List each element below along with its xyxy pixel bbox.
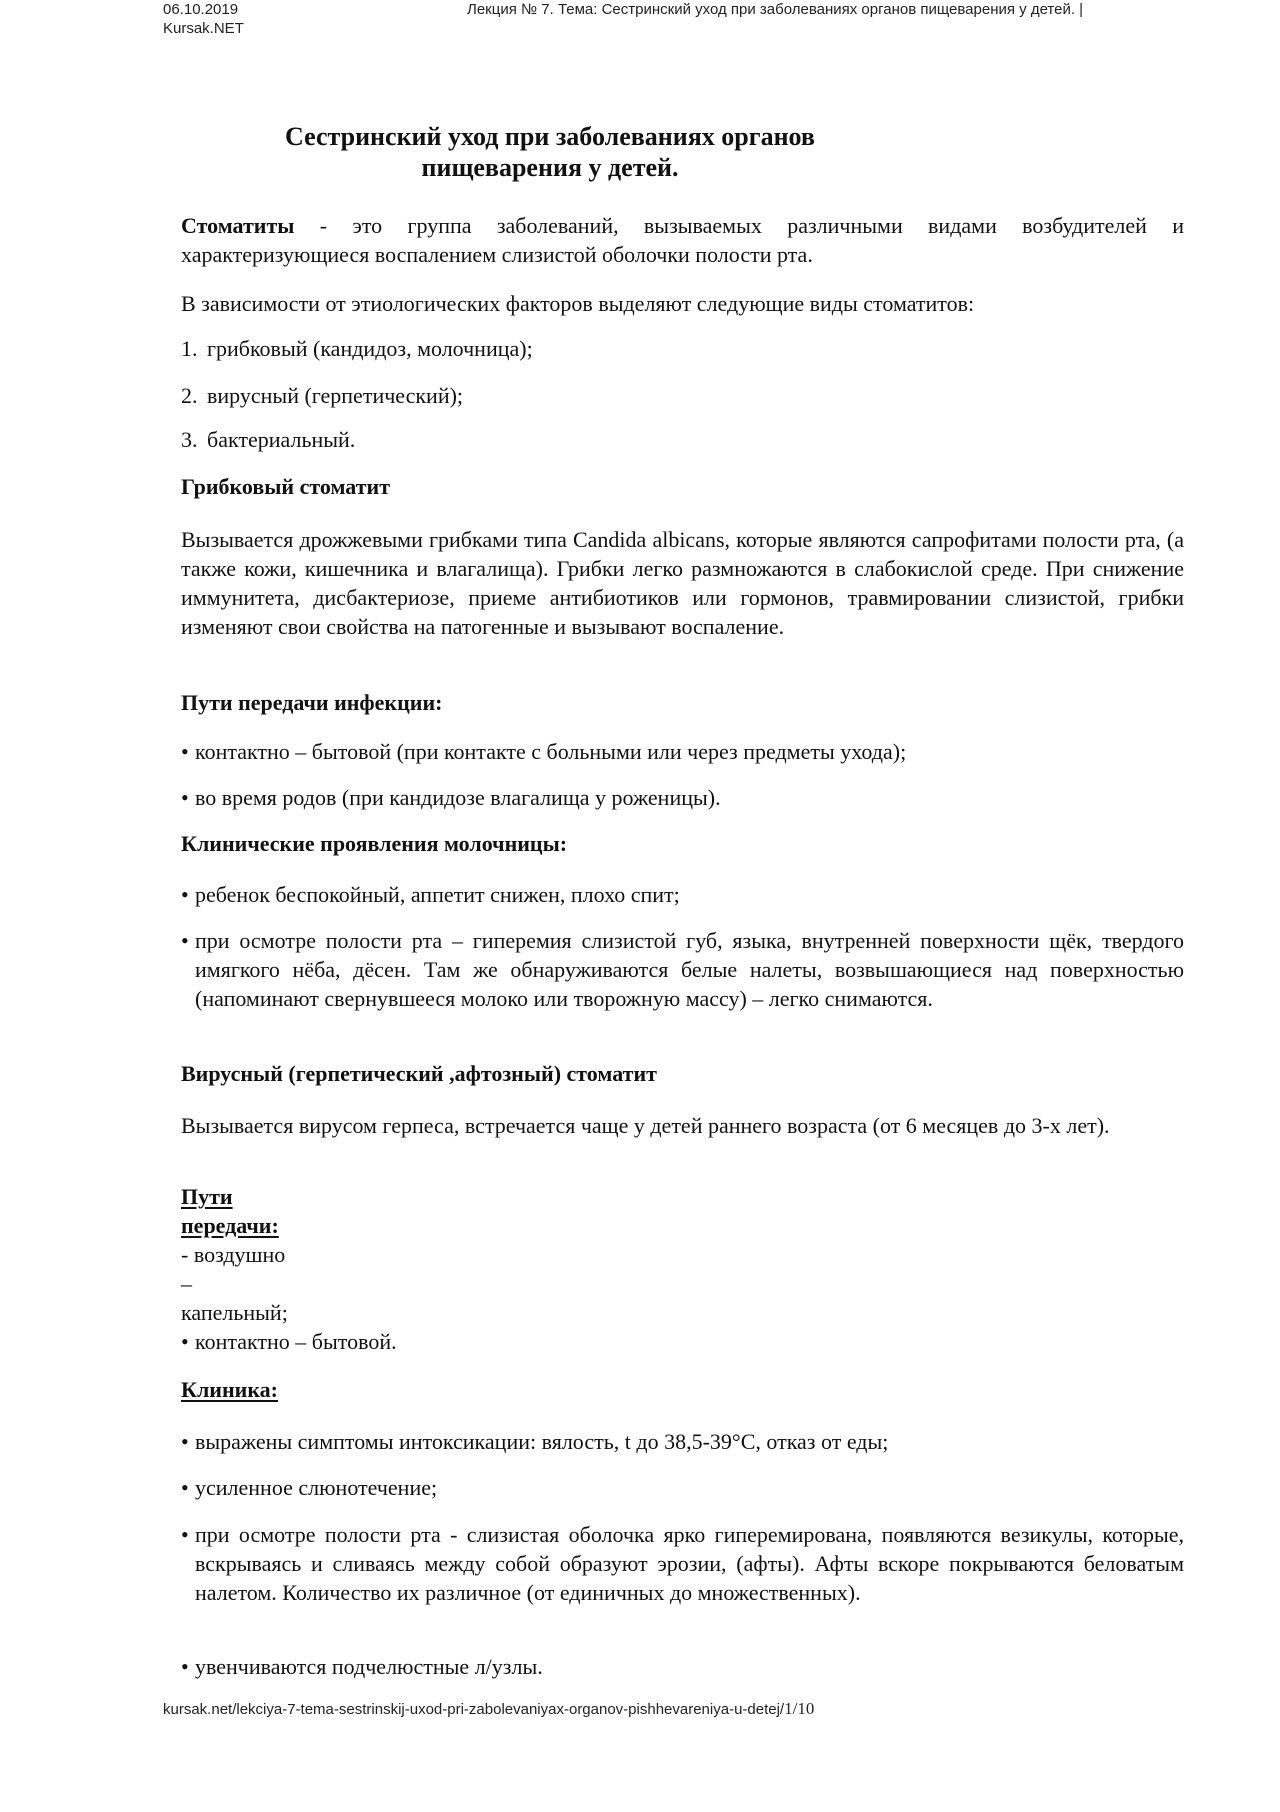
viral-transmission-heading-line-2: передачи: <box>181 1213 279 1238</box>
header-page-title: Лекция № 7. Тема: Сестринский уход при заболеваниях органов пищеварения у детей. | <box>467 1 1084 18</box>
fungal-clinical-heading: Клинические проявления молочницы: <box>181 831 568 856</box>
document-title-line-2: пищеварения у детей. <box>421 153 679 182</box>
types-list-item <box>181 334 1184 363</box>
types-list-item <box>181 425 1184 454</box>
types-intro: В зависимости от этиологических факторов выделяют следующие виды стоматитов: <box>181 291 975 316</box>
bullet-icon: • <box>181 1475 189 1500</box>
viral-transmission-route-1a: - воздушно <box>181 1242 286 1267</box>
viral-transmission-heading <box>181 1182 321 1327</box>
list-item-text: грибковый (кандидоз, молочница); <box>207 336 533 361</box>
intro-definition: - это группа заболеваний, вызываемых различными видами возбудителей и характеризующиеся воспалением слизистой оболочки полости рта. <box>181 213 1184 267</box>
footer-url: kursak.net/lekciya-7-tema-sestrinskij-uxod-pri-zabolevaniyax-organov-pishhevareniya-u-detej/ <box>163 1701 785 1718</box>
bullet-icon: • <box>181 928 189 953</box>
bullet-text: при осмотре полости рта - слизистая оболочка ярко гиперемирована, появляются везикулы, которые, вскрываясь и сливаясь между собой образуют эрозии, (афты). Афты вскоре покрываются беловатым налетом. Количество их различное (от единичных до множественных). <box>195 1522 1184 1605</box>
list-number: 1. <box>181 336 198 361</box>
bullet-icon: • <box>181 1429 189 1454</box>
bullet-icon: • <box>181 882 189 907</box>
footer-page-number: 1/10 <box>784 1699 815 1718</box>
viral-clinic-heading: Клиника: <box>181 1377 278 1402</box>
list-item-text: бактериальный. <box>207 427 356 452</box>
types-list-item <box>181 381 1184 410</box>
bullet-text: во время родов (при кандидозе влагалища у роженицы). <box>195 785 721 810</box>
viral-heading: Вирусный (герпетический ,афтозный) стоматит <box>181 1061 657 1086</box>
viral-transmission-heading-line-1: Пути <box>181 1184 233 1209</box>
bullet-text: контактно – бытовой (при контакте с больными или через предметы ухода); <box>195 739 907 764</box>
page-footer <box>163 1699 814 1720</box>
intro-term: Стоматиты <box>181 213 295 238</box>
bullet-text: контактно – бытовой. <box>195 1329 397 1354</box>
bullet-icon: • <box>181 1522 189 1547</box>
document-title-line-1: Сестринский уход при заболеваниях органов <box>285 122 815 151</box>
list-item-text: вирусный (герпетический); <box>207 383 464 408</box>
bullet-icon: • <box>181 1329 189 1354</box>
header-date: 06.10.2019 <box>163 1 239 18</box>
bullet-text: увенчиваются подчелюстные л/узлы. <box>195 1654 543 1679</box>
bullet-text: при осмотре полости рта – гиперемия слизистой губ, языка, внутренней поверхности щёк, твердого имягкого нёба, дёсен. Там же обнаруживаются белые налеты, возвышающиеся над поверхностью (напоминают свернувшееся молоко или творожную массу) – легко снимаются. <box>195 928 1184 1011</box>
intro-paragraph <box>181 211 1184 269</box>
bullet-icon: • <box>181 785 189 810</box>
header-site-name: Kursak.NET <box>163 20 244 37</box>
bullet-text: выражены симптомы интоксикации: вялость, t до 38,5-39°С, отказ от еды; <box>195 1429 889 1454</box>
bullet-icon: • <box>181 739 189 764</box>
bullet-icon: • <box>181 1654 189 1679</box>
viral-description: Вызывается вирусом герпеса, встречается чаще у детей раннего возраста (от 6 месяцев до 3-х лет). <box>181 1113 1110 1138</box>
viral-transmission-route-1b: – <box>181 1271 192 1296</box>
list-number: 3. <box>181 427 198 452</box>
fungal-transmission-heading: Пути передачи инфекции: <box>181 690 443 715</box>
bullet-text: ребенок беспокойный, аппетит снижен, плохо спит; <box>195 882 680 907</box>
viral-transmission-route-1c: капельный; <box>181 1300 288 1325</box>
fungal-description: Вызывается дрожжевыми грибками типа Candida albicans, которые являются сапрофитами полости рта, (а также кожи, кишечника и влагалища). Грибки легко размножаются в слабокислой среде. При снижение иммунитета, дисбактериозе, приеме антибиотиков или гормонов, травмировании слизистой, грибки изменяют свои свойства на патогенные и вызывают воспаление. <box>181 527 1184 639</box>
list-number: 2. <box>181 383 198 408</box>
document-title <box>180 121 920 183</box>
bullet-text: усиленное слюнотечение; <box>195 1475 438 1500</box>
fungal-heading: Грибковый стоматит <box>181 474 391 499</box>
